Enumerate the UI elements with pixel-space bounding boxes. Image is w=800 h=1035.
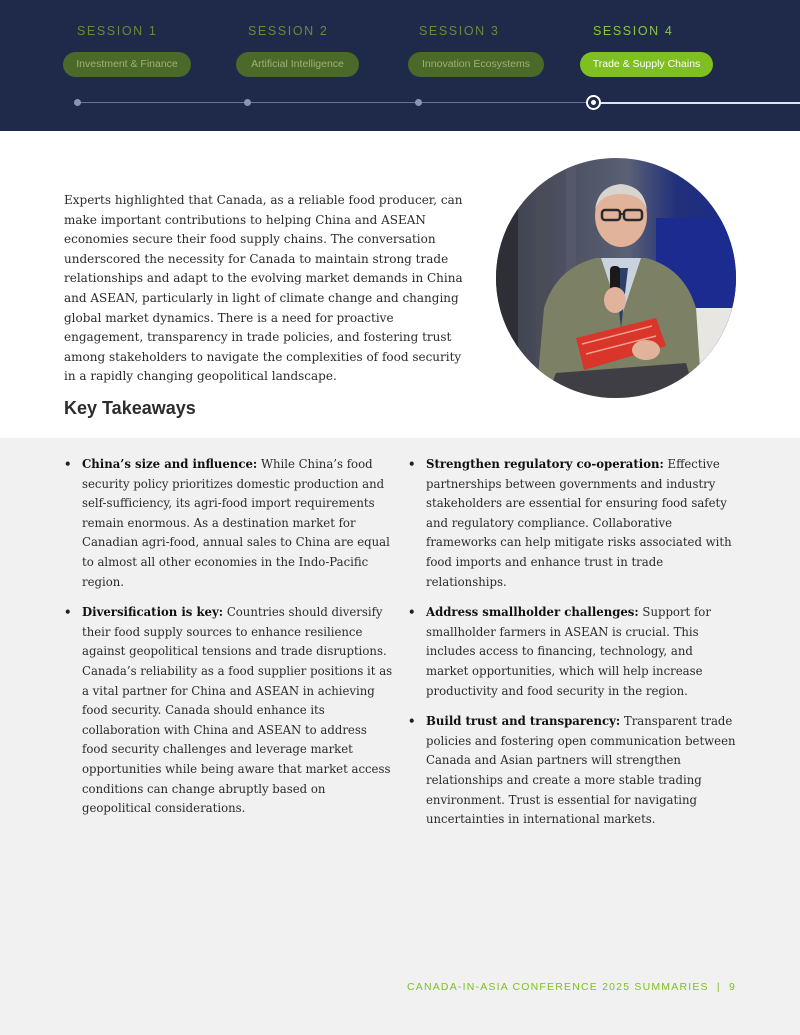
timeline-dot-2[interactable]	[244, 99, 251, 106]
takeaway-item	[408, 603, 738, 701]
takeaway-title: China’s size and influence:	[82, 457, 258, 471]
session-2-topic-pill[interactable]: Artificial Intelligence	[236, 52, 359, 77]
takeaway-text: Transparent trade policies and fostering open communication between Canada and Asian partners will strengthen relationships and create a more stable trading environment. Trust is essential for navigating uncertainties in international markets.	[426, 714, 736, 827]
timeline-dot-4-current[interactable]	[586, 95, 601, 110]
session-2-label: SESSION 2	[248, 24, 329, 38]
takeaway-title: Address smallholder challenges:	[426, 605, 639, 620]
footer-separator: |	[716, 981, 721, 993]
session-3-topic-pill[interactable]: Innovation Ecosystems	[408, 52, 544, 77]
page-footer	[407, 981, 736, 993]
key-takeaways-heading: Key Takeaways	[64, 398, 196, 418]
takeaway-item	[64, 455, 394, 592]
session-4-label: SESSION 4	[593, 24, 674, 38]
footer-page-number: 9	[728, 981, 736, 993]
session-1-topic-pill[interactable]: Investment & Finance	[63, 52, 191, 77]
timeline-track	[78, 102, 593, 103]
timeline-dot-3[interactable]	[415, 99, 422, 106]
takeaway-text: While China’s food security policy prioritizes domestic production and self-sufficiency, its agri-food import requirements remain enormous. As a destination market for Canadian agri-food, annual sales to China are equal to almost all other economies in the Indo-Pacific region.	[82, 457, 390, 589]
timeline-dot-1[interactable]	[74, 99, 81, 106]
session-navigation-header	[0, 0, 800, 131]
session-1-label: SESSION 1	[77, 24, 158, 38]
takeaway-item	[408, 455, 738, 592]
intro-section	[0, 131, 800, 438]
takeaway-text: Support for smallholder farmers in ASEAN is crucial. This includes access to financing, technology, and market opportunities, which will help increase productivity and food security in the region.	[426, 605, 711, 698]
takeaway-item	[408, 712, 738, 830]
takeaways-right-column	[408, 455, 738, 841]
session-4-topic-pill[interactable]: Trade & Supply Chains	[580, 52, 713, 77]
intro-paragraph: Experts highlighted that Canada, as a reliable food producer, can make important contributions to helping China and ASEAN economies secure their food supply chains. The conversation underscored the necessity for Canada to maintain strong trade relationships and adapt to the evolving market demands in China and ASEAN, particularly in light of climate change and changing global market dynamics. There is a need for proactive engagement, transparency in trade policies, and fostering trust among stakeholders to navigate the complexities of food security in a rapidly changing geopolitical landscape.	[64, 193, 463, 384]
takeaway-item	[64, 603, 394, 819]
speaker-photo-illustration	[496, 158, 736, 398]
takeaways-left-column	[64, 455, 394, 830]
takeaway-text: Countries should diversify their food supply sources to enhance resilience against geopolitical tensions and trade disruptions. Canada’s reliability as a food supplier positions it as a vital partner for China and ASEAN in achieving food security. Canada should enhance its collaboration with China and ASEAN to address food security challenges and leverage market opportunities while being aware that market access conditions can change abruptly based on geopolitical considerations.	[82, 605, 393, 816]
footer-publication-title: CANADA-IN-ASIA CONFERENCE 2025 SUMMARIES	[406, 981, 709, 993]
speaker-photo	[496, 158, 736, 398]
session-3-label: SESSION 3	[419, 24, 500, 38]
takeaway-text: Effective partnerships between governments and industry stakeholders are essential for ensuring food safety and regulatory compliance. Collaborative frameworks can help mitigate risks associated with food imports and enhance trust in trade relationships.	[426, 457, 732, 589]
takeaway-title: Build trust and transparency:	[426, 714, 621, 729]
timeline-track-active	[593, 102, 800, 104]
takeaway-title: Diversification is key:	[82, 605, 224, 620]
takeaway-title: Strengthen regulatory co-operation:	[426, 457, 664, 471]
